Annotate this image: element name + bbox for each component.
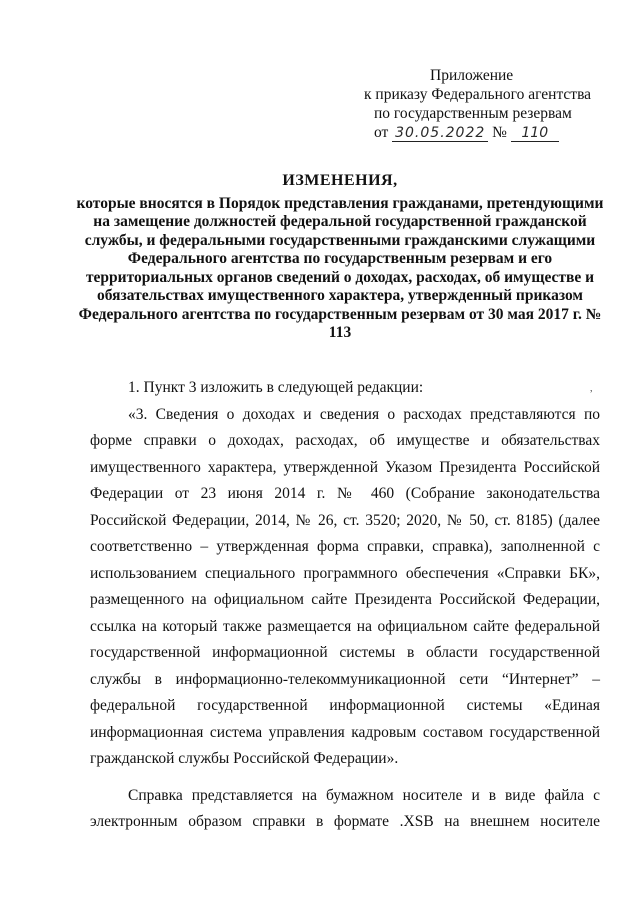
appendix-label: Приложение (430, 67, 514, 84)
document-body (90, 375, 600, 836)
quoted-clause-3: «3. Сведения о доходах и сведения о расходах представляются по форме справки о доходах, расходах, об имуществе и обязательствах имущественного характера, утвержденной Указом Президента Российской Федерации от 23 июня 2014 г. № 460 (Собрание законодательства Российской Федерации, 2014, № 26, ст. 3520; 2020, № 50, ст. 8185) (далее соответственно – утвержденная форма справки, справка), заполненной с использованием специального программного обеспечения «Справки БК», размещенного на официальном сайте Президента Российской Федерации, ссылка на который также размещается на официальном сайте федеральной государственной информационной системы в области государственной службы в информационно-телекоммуникационной сети “Интернет” – федеральной государственной информационной системы «Единая информационная система управления кадровым составом государственной гражданской службы Российской Федерации». (90, 405, 600, 767)
handwritten-date: 30.05.2022 (392, 125, 488, 142)
title-subtitle: которые вносятся в Порядок представления гражданами, претендующими на замещение должностей федеральной государственной гражданской службы, и федеральными государственными гражданскими служащими Федерального агентства по государственным резервам и его территориальных органов сведений о доходах, расходах, об имуществе и обязательствах имущественного характера, утвержденный приказом Федерального агентства по государственным резервам от 30 мая 2017 г. № 113 (76, 194, 604, 341)
appendix-agency: по государственным резервам (374, 105, 572, 122)
handwritten-number: 110 (511, 125, 559, 142)
appendix-order-reference: к приказу Федерального агентства (364, 86, 592, 103)
appendix-date-number (358, 123, 598, 142)
item-1: 1. Пункт 3 изложить в следующей редакции: (128, 379, 424, 396)
number-label: № (492, 124, 507, 141)
from-label: от (374, 124, 389, 141)
document-title (70, 172, 610, 343)
appendix-header (358, 66, 598, 142)
scan-mark: , (590, 383, 593, 394)
paragraph-2: Справка представляется на бумажном носителе и в виде файла с электронным образом справки в формате .XSB на внешнем носителе (90, 786, 600, 830)
title-heading: ИЗМЕНЕНИЯ, (282, 172, 398, 189)
